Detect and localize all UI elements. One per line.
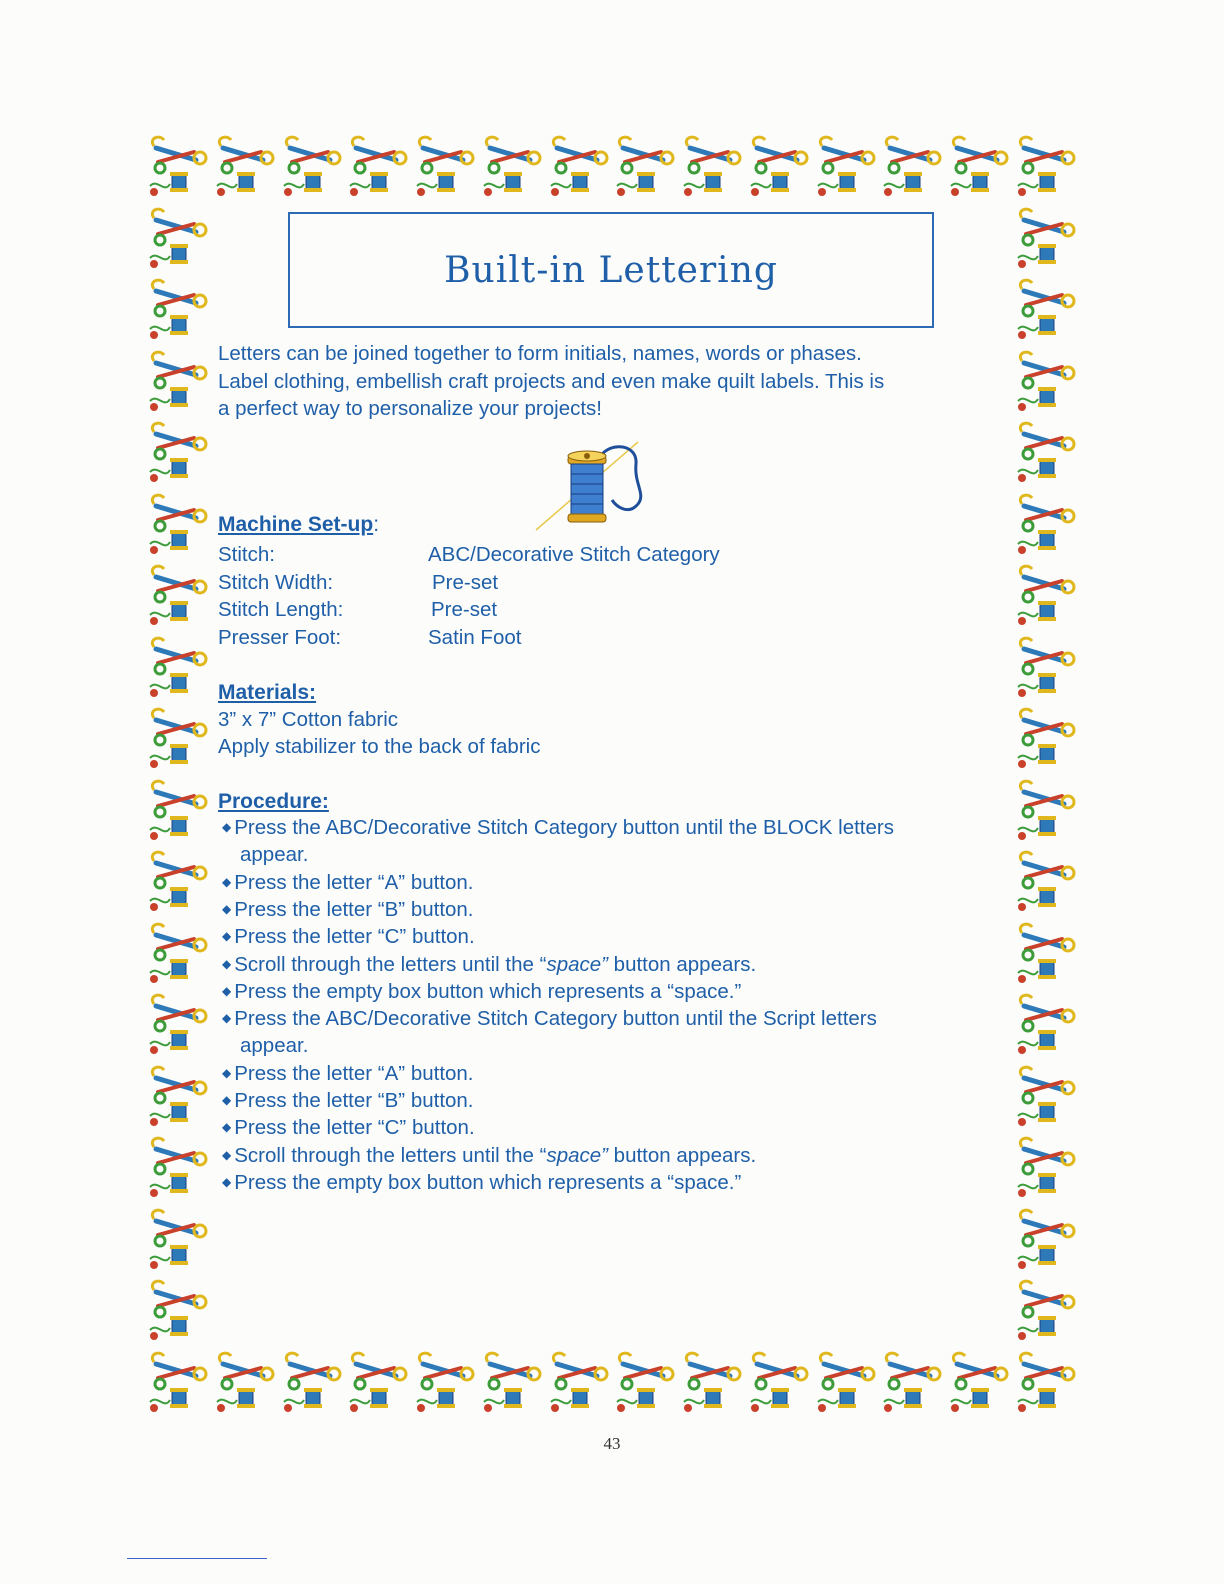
scissors-thread-spool-icon: [144, 635, 210, 701]
setup-heading: Machine Set-up:: [218, 513, 380, 536]
setup-row-stitch: [218, 543, 720, 567]
step-text: Press the letter “A” button.: [234, 1061, 474, 1085]
procedure-step: [222, 925, 475, 949]
scissors-thread-spool-icon: [144, 492, 210, 558]
procedure-step: [222, 871, 474, 895]
procedure-step: [222, 980, 741, 1004]
setup-value: Pre-set: [432, 571, 499, 594]
bullet-icon: ◆: [222, 929, 232, 944]
scissors-thread-spool-icon: [144, 134, 210, 200]
step-text: Press the empty box button which represents a “space.”: [234, 979, 742, 1003]
scissors-thread-spool-icon: [344, 134, 410, 200]
scissors-thread-spool-icon: [144, 1207, 210, 1273]
setup-row-stitch-width: [218, 571, 499, 595]
scissors-thread-spool-icon: [144, 992, 210, 1058]
setup-row-presser-foot: [218, 626, 522, 650]
scissors-thread-spool-icon: [1012, 206, 1078, 272]
scissors-thread-spool-icon: [1012, 1135, 1078, 1201]
footer-rule: [127, 1558, 267, 1559]
materials-item: 3” x 7” Cotton fabric: [218, 708, 399, 731]
bullet-icon: ◆: [222, 901, 232, 916]
scissors-thread-spool-icon: [1012, 635, 1078, 701]
bullet-icon: ◆: [222, 1147, 232, 1162]
step-text: Press the letter “C” button.: [234, 1116, 475, 1140]
scissors-thread-spool-icon: [1012, 992, 1078, 1058]
scissors-thread-spool-icon: [144, 921, 210, 987]
step-text: space”: [546, 952, 608, 976]
procedure-step: [222, 898, 474, 922]
scissors-thread-spool-icon: [344, 1350, 410, 1416]
step-continuation: appear.: [240, 1034, 309, 1058]
procedure-step: [222, 816, 894, 840]
procedure-step: [222, 1116, 475, 1140]
procedure-step: [222, 1007, 877, 1031]
intro-line: Label clothing, embellish craft projects and even make quilt labels. This is: [218, 369, 885, 393]
materials-item: Apply stabilizer to the back of fabric: [218, 735, 541, 758]
step-text: Press the ABC/Decorative Stitch Category button until the BLOCK letters: [234, 816, 894, 839]
procedure-step: [222, 1062, 474, 1086]
setup-value: ABC/Decorative Stitch Category: [428, 543, 720, 566]
step-text: Press the empty box button which represents a “space.”: [234, 1170, 742, 1194]
scissors-thread-spool-icon: [1012, 1278, 1078, 1344]
scissors-thread-spool-icon: [1012, 849, 1078, 915]
intro-line: a perfect way to personalize your projects!: [218, 397, 602, 420]
scissors-thread-spool-icon: [545, 1350, 611, 1416]
scissors-thread-spool-icon: [945, 134, 1011, 200]
procedure-step: [222, 1089, 474, 1113]
bullet-icon: ◆: [222, 1120, 232, 1135]
setup-label: Presser Foot:: [218, 626, 342, 649]
scissors-thread-spool-icon: [611, 134, 677, 200]
scissors-thread-spool-icon: [144, 706, 210, 772]
scissors-thread-spool-icon: [1012, 778, 1078, 844]
bullet-icon: ◆: [222, 1011, 232, 1026]
scissors-thread-spool-icon: [1012, 706, 1078, 772]
setup-label: Stitch Width:: [218, 571, 334, 594]
page-title: Built-in Lettering: [444, 249, 778, 291]
scissors-thread-spool-icon: [478, 1350, 544, 1416]
scissors-thread-spool-icon: [278, 1350, 344, 1416]
scissors-thread-spool-icon: [1012, 277, 1078, 343]
step-text: button appears.: [607, 1143, 757, 1167]
bullet-icon: ◆: [222, 1093, 232, 1107]
scissors-thread-spool-icon: [878, 134, 944, 200]
step-text: space”: [546, 1143, 608, 1167]
step-continuation: appear.: [240, 843, 309, 867]
scissors-thread-spool-icon: [1012, 1350, 1078, 1416]
bullet-icon: ◆: [222, 820, 232, 834]
step-text: Press the letter “B” button.: [234, 1089, 474, 1112]
scissors-thread-spool-icon: [144, 778, 210, 844]
scissors-thread-spool-icon: [745, 1350, 811, 1416]
scissors-thread-spool-icon: [1012, 349, 1078, 415]
scissors-thread-spool-icon: [411, 1350, 477, 1416]
scissors-thread-spool-icon: [211, 134, 277, 200]
step-text: button appears.: [607, 952, 757, 976]
intro-paragraph: [218, 340, 1008, 423]
scissors-thread-spool-icon: [812, 134, 878, 200]
scissors-thread-spool-icon: [611, 1350, 677, 1416]
step-text: Press the ABC/Decorative Stitch Category button until the Script letters: [234, 1007, 877, 1031]
scissors-thread-spool-icon: [144, 277, 210, 343]
scissors-thread-spool-icon: [144, 1278, 210, 1344]
scissors-thread-spool-icon: [144, 563, 210, 629]
step-text: Scroll through the letters until the “: [234, 1143, 547, 1167]
intro-line: Letters can be joined together to form initials, names, words or phases.: [218, 342, 862, 365]
scissors-thread-spool-icon: [678, 134, 744, 200]
scissors-thread-spool-icon: [1012, 921, 1078, 987]
scissors-thread-spool-icon: [144, 1135, 210, 1201]
scissors-thread-spool-icon: [144, 1350, 210, 1416]
scissors-thread-spool-icon: [144, 1064, 210, 1130]
scissors-thread-spool-icon: [144, 206, 210, 272]
setup-row-stitch-length: [218, 598, 498, 622]
scissors-thread-spool-icon: [945, 1350, 1011, 1416]
bullet-icon: ◆: [222, 1065, 232, 1080]
scissors-thread-spool-icon: [144, 849, 210, 915]
bullet-icon: ◆: [222, 1174, 232, 1189]
scissors-thread-spool-icon: [678, 1350, 744, 1416]
scissors-thread-spool-icon: [1012, 1064, 1078, 1130]
scissors-thread-spool-icon: [278, 134, 344, 200]
step-text: Scroll through the letters until the “: [234, 952, 547, 976]
scissors-thread-spool-icon: [1012, 492, 1078, 558]
scissors-thread-spool-icon: [1012, 134, 1078, 200]
scissors-thread-spool-icon: [878, 1350, 944, 1416]
bullet-icon: ◆: [222, 983, 232, 998]
scissors-thread-spool-icon: [144, 349, 210, 415]
scissors-thread-spool-icon: [545, 134, 611, 200]
step-text: Press the letter “B” button.: [234, 897, 474, 921]
setup-label: Stitch Length:: [218, 598, 344, 621]
thread-spool-needle-icon: [528, 434, 658, 534]
scissors-thread-spool-icon: [745, 134, 811, 200]
setup-value: Satin Foot: [428, 626, 522, 649]
step-text: Press the letter “A” button.: [234, 870, 474, 894]
scissors-thread-spool-icon: [478, 134, 544, 200]
scissors-thread-spool-icon: [1012, 563, 1078, 629]
scissors-thread-spool-icon: [812, 1350, 878, 1416]
scissors-thread-spool-icon: [1012, 420, 1078, 486]
page-number: 43: [603, 1434, 621, 1453]
materials-heading: Materials:: [218, 681, 317, 704]
procedure-step: [222, 1171, 741, 1195]
setup-label: Stitch:: [218, 543, 275, 566]
procedure-step: [222, 953, 756, 977]
scissors-thread-spool-icon: [211, 1350, 277, 1416]
bullet-icon: ◆: [222, 874, 232, 889]
setup-value: Pre-set: [431, 598, 498, 621]
procedure-heading: Procedure:: [218, 790, 329, 813]
scissors-thread-spool-icon: [1012, 1207, 1078, 1273]
title-box: [288, 212, 934, 328]
scissors-thread-spool-icon: [144, 420, 210, 486]
step-text: Press the letter “C” button.: [234, 925, 475, 949]
procedure-step: [222, 1144, 756, 1168]
scissors-thread-spool-icon: [411, 134, 477, 200]
bullet-icon: ◆: [222, 956, 232, 971]
